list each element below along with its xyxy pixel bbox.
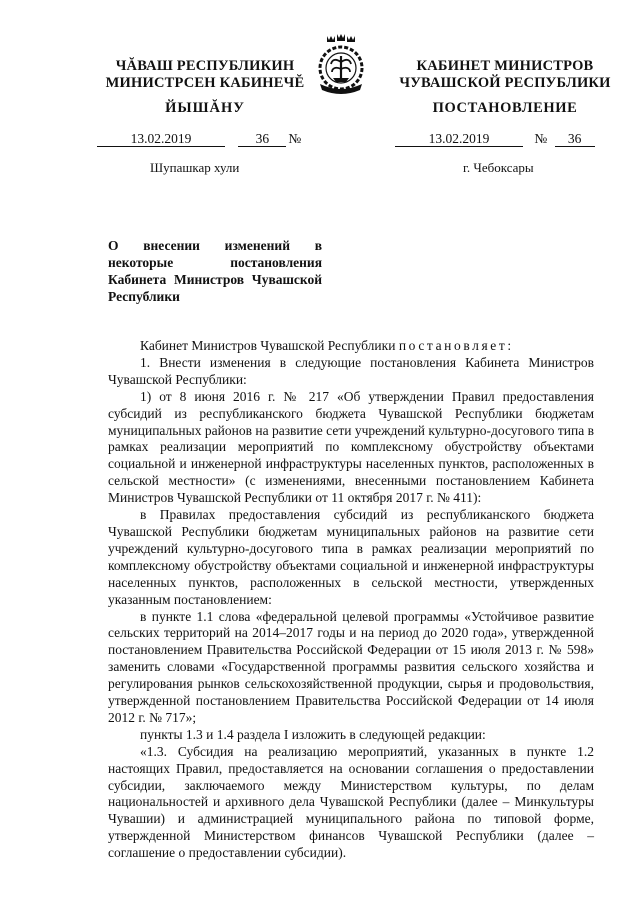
body-paragraph-4: в пункте 1.1 слова «федеральной целевой программы «Устойчивое развитие сельских территорий на 2014–2017 годы и на период до 2020 года», утвержденной постановлением Правительства Российской Федерации от 15 июля 2013 г. № 598» заменить словами «Государственной программы развития сельского хозяйства и регулирования рынков сельскохозяйственной продукции, сырья и продовольствия, утвержденной постановлением Правительства Российской Федерации от 14 июля 2012 г. № 717»; — [108, 608, 594, 725]
right-place: г. Чебоксары — [463, 160, 534, 175]
header-left-line2: МИНИСТРСЕН КАБИНЕЧĔ — [105, 75, 305, 91]
body-paragraph-1: 1. Внести изменения в следующие постановления Кабинета Министров Чувашской Республики: — [108, 354, 594, 387]
right-date-line — [395, 131, 595, 147]
body-paragraph-5: пункты 1.3 и 1.4 раздела I изложить в следующей редакции: — [140, 726, 486, 742]
header-left-title: ЙЫШĂНУ — [165, 100, 245, 116]
intro-text: Кабинет Министров Чувашской Республики — [140, 338, 399, 353]
left-date: 13.02.2019 — [97, 131, 225, 147]
left-number-sign: № — [288, 131, 302, 146]
header-right-line2: ЧУВАШСКОЙ РЕСПУБЛИКИ — [399, 75, 611, 91]
intro-paragraph — [108, 338, 594, 355]
body-paragraph-2: 1) от 8 июня 2016 г. № 217 «Об утверждении Правил предоставления субсидий из республиканского бюджета Чувашской Республики бюджетам муниципальных районов на развитие сети учреждений культурно-досугового типа в рамках реализации мероприятий по комплексному обустройству объектами социальной и инженерной инфраструктуры населенных пунктов, расположенных в сельской местности» (с изменениями, внесенными постановлением Кабинета Министров Чувашской Республики от 11 октября 2017 г. № 411): — [108, 388, 594, 506]
header-right-org — [385, 58, 625, 92]
right-number-sign: № — [534, 131, 548, 146]
left-number: 36 — [238, 131, 286, 147]
document-body — [108, 338, 594, 862]
header-right-title: ПОСТАНОВЛЕНИЕ — [432, 100, 578, 116]
left-place: Шупашкар хули — [150, 160, 240, 175]
header-right-line1: КАБИНЕТ МИНИСТРОВ — [416, 58, 594, 74]
right-date: 13.02.2019 — [395, 131, 523, 147]
body-paragraph-3: в Правилах предоставления субсидий из республиканского бюджета Чувашской Республики бюджетам муниципальных районов на развитие сети учреждений культурно-досугового типа в рамках реализации мероприятий по комплексному обустройству объектами социальной и инженерной инфраструктуры населенных пунктов, расположенных в сельской местности, утвержденных указанным постановлением: — [108, 507, 594, 607]
right-number: 36 — [555, 131, 595, 147]
left-date-line — [97, 131, 301, 147]
chuvash-emblem-icon — [312, 32, 370, 96]
header-left-org — [95, 58, 315, 92]
body-paragraph-6: «1.3. Субсидия на реализацию мероприятий, указанных в пункте 1.2 настоящих Правил, предоставляется на основании соглашения о предоставлении субсидии, заключаемого между Министерством культуры, по делам национальностей и архивного дела Чувашской Республики (далее – Минкультуры Чувашии) и администрацией муниципального района по типовой форме, утвержденной Министерством финансов Чувашской Республики (далее – соглашение о предоставлении субсидии). — [108, 743, 594, 861]
intro-decree-word: постановляет: — [398, 338, 514, 353]
document-subject: О внесении изменений в некоторые постановления Кабинета Министров Чувашской Республики — [108, 238, 322, 304]
header-left-line1: ЧĂВАШ РЕСПУБЛИКИН — [115, 58, 295, 74]
